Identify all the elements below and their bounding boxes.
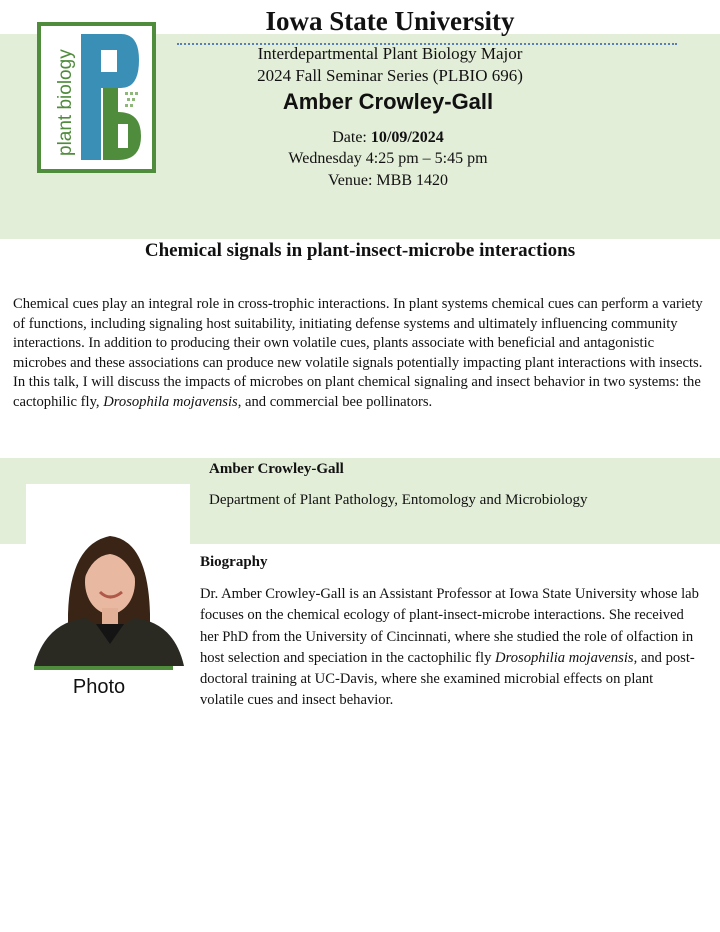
seminar-time: Wednesday 4:25 pm – 5:45 pm xyxy=(288,150,488,167)
program-name: Interdepartmental Plant Biology Major xyxy=(257,44,523,63)
photo-divider xyxy=(34,666,173,670)
bio-text-end: , and post-doctoral training at UC-Davis, where she examined microbial effects on plant volatile cues and insect behavior. xyxy=(200,649,695,709)
speaker-photo xyxy=(26,484,190,672)
plant-biology-logo xyxy=(37,22,156,173)
seminar-series: 2024 Fall Seminar Series (PLBIO 696) xyxy=(257,66,523,85)
logo-graphic xyxy=(41,26,152,169)
seminar-venue: Venue: MBB 1420 xyxy=(328,172,448,189)
talk-title: Chemical signals in plant-insect-microbe interactions xyxy=(144,240,576,261)
speaker-heading: Amber Crowley-Gall xyxy=(282,89,494,114)
abstract-text: Chemical cues play an integral role in cross-trophic interactions. In plant systems chemical cues can perform a variety of functions, including signaling host suitability, initiating defense systems and ultimately influencing community interactions. In addition to producing their own volatile cues, plants associate with beneficial and antagonistic microbes and these associations can produce new volatile signals potentially impacting plant interactions with insects. In this talk, I will discuss the impacts of microbes on plant chemical signaling and insect behavior in two systems: the cactophilic fly, xyxy=(13,296,703,410)
speaker-department: Department of Plant Pathology, Entomology and Microbiology xyxy=(209,492,588,508)
biography-heading: Biography xyxy=(200,554,268,570)
biography-text xyxy=(200,584,700,712)
logo-word: plant biology xyxy=(55,49,76,156)
portrait-illustration xyxy=(26,484,190,672)
abstract-text-end: , and commercial bee pollinators. xyxy=(237,393,433,410)
university-name: Iowa State University xyxy=(265,6,515,36)
date-value: 10/09/2024 xyxy=(370,129,444,146)
seminar-date xyxy=(230,129,546,147)
abstract-species: Drosophila mojavensis xyxy=(103,393,238,410)
talk-abstract xyxy=(13,295,707,412)
date-label: Date: xyxy=(332,129,371,146)
bio-species: Drosophilia mojavensis xyxy=(495,649,634,666)
speaker-name: Amber Crowley-Gall xyxy=(209,461,344,477)
bio-text: Dr. Amber Crowley-Gall is an Assistant Professor at Iowa State University whose lab focuses on the chemical ecology of plant-insect-microbe interactions. She received her PhD from the University of Cincinnati, where she studied the role of olfaction in host selection and speciation in the cactophilic fly xyxy=(200,586,699,666)
photo-caption: Photo xyxy=(72,676,126,698)
